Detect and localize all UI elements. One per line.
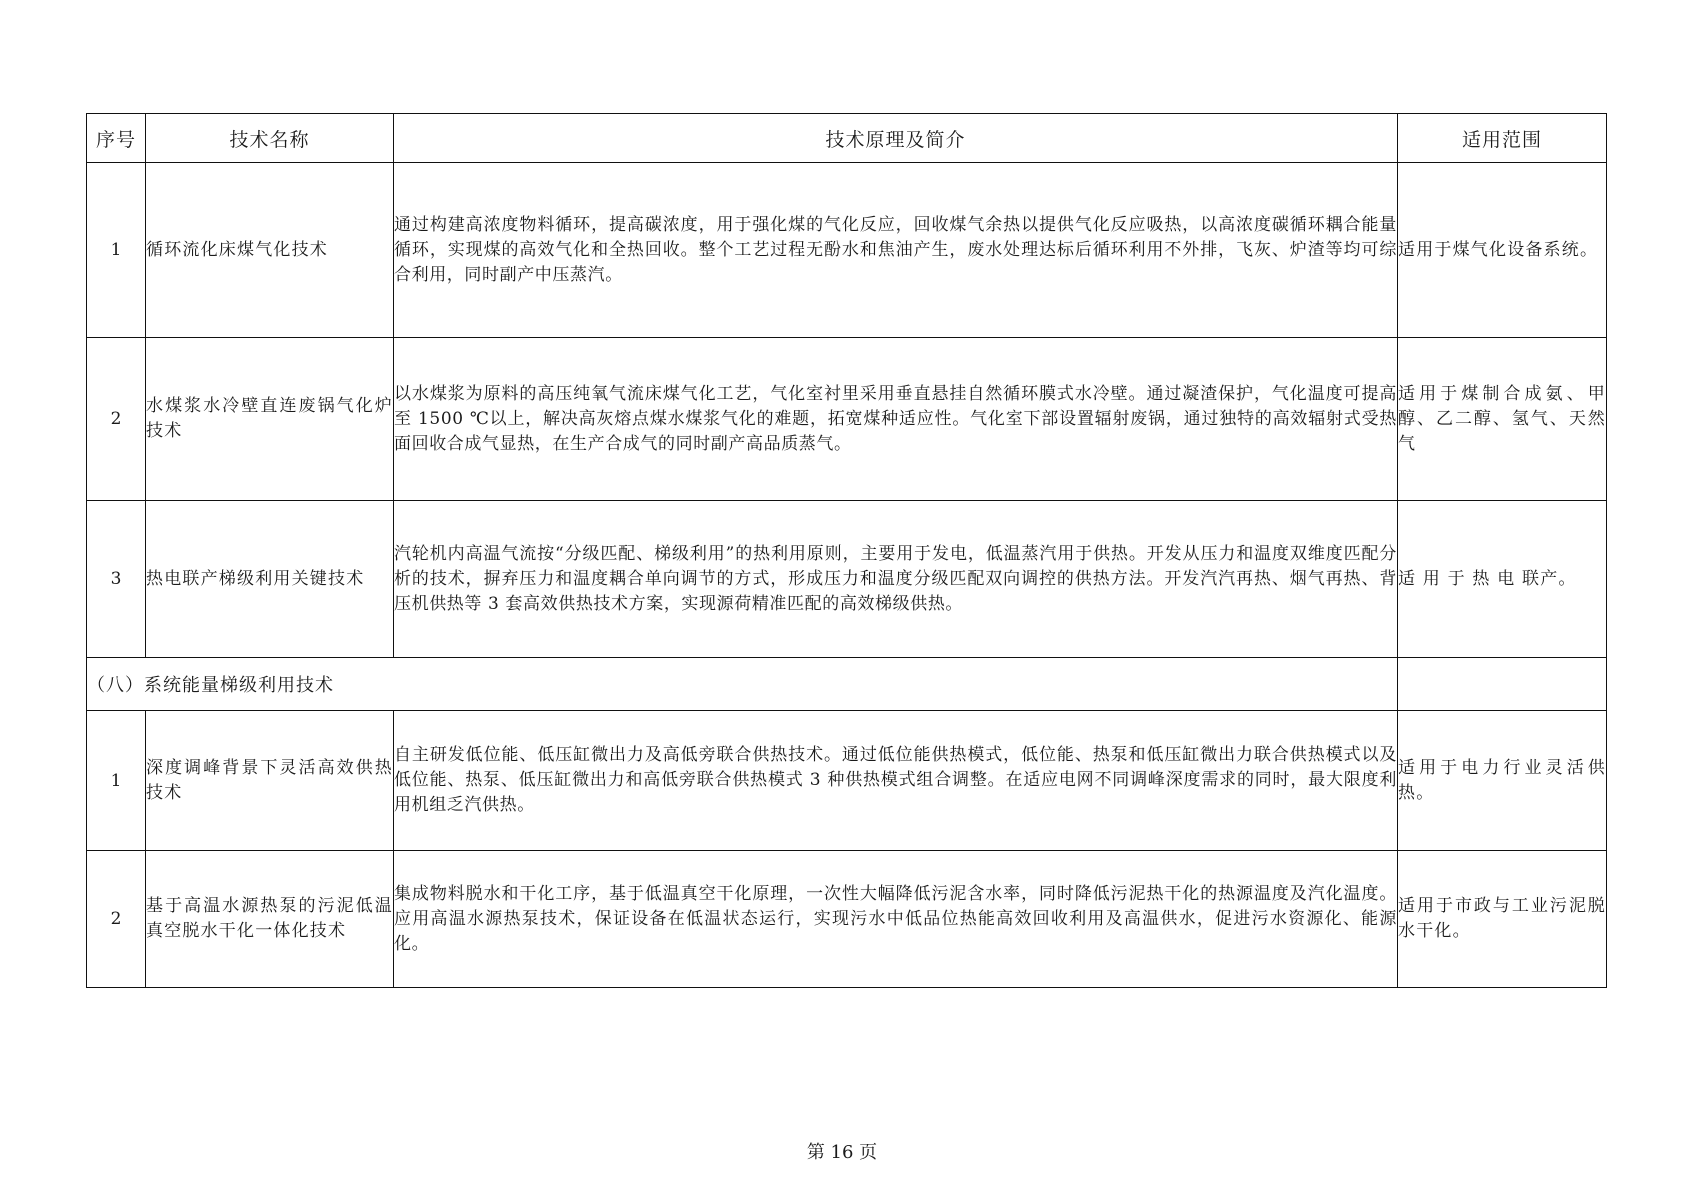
tech-name: 深度调峰背景下灵活高效供热技术 (146, 711, 394, 851)
section-title: （八）系统能量梯级利用技术 (87, 658, 1398, 711)
header-principle: 技术原理及简介 (394, 114, 1398, 163)
header-scope: 适用范围 (1398, 114, 1607, 163)
tech-principle: 以水煤浆为原料的高压纯氧气流床煤气化工艺，气化室衬里采用垂直悬挂自然循环膜式水冷壁。通过凝渣保护，气化温度可提高至 1500 ℃以上，解决高灰熔点煤水煤浆气化的难题，拓宽煤种适应性。气化室下部设置辐射废锅，通过独特的高效辐射式受热面回收合成气显热，在生产合成气的同时副产高品质蒸气。 (394, 338, 1398, 501)
section-blank-cell (1398, 658, 1607, 711)
tech-scope: 适用于煤制合成氨、甲醇、乙二醇、氢气、天然气 (1398, 338, 1607, 501)
table-row (87, 851, 1607, 988)
row-number: 1 (87, 163, 146, 338)
row-number: 2 (87, 851, 146, 988)
page-number: 第 16 页 (806, 1142, 878, 1163)
table-row (87, 163, 1607, 338)
tech-principle: 汽轮机内高温气流按“分级匹配、梯级利用”的热利用原则，主要用于发电，低温蒸汽用于供热。开发从压力和温度双维度匹配分析的技术，摒弃压力和温度耦合单向调节的方式，形成压力和温度分级匹配双向调控的供热方法。开发汽汽再热、烟气再热、背压机供热等 3 套高效供热技术方案，实现源荷精准匹配的高效梯级供热。 (394, 501, 1398, 658)
header-name: 技术名称 (146, 114, 394, 163)
tech-principle: 通过构建高浓度物料循环，提高碳浓度，用于强化煤的气化反应，回收煤气余热以提供气化反应吸热，以高浓度碳循环耦合能量循环，实现煤的高效气化和全热回收。整个工艺过程无酚水和焦油产生，废水处理达标后循环利用不外排，飞灰、炉渣等均可综合利用，同时副产中压蒸汽。 (394, 163, 1398, 338)
tech-name: 基于高温水源热泵的污泥低温真空脱水干化一体化技术 (146, 851, 394, 988)
tech-name: 热电联产梯级利用关键技术 (146, 501, 394, 658)
row-number: 2 (87, 338, 146, 501)
section-row (87, 658, 1607, 711)
table-row (87, 711, 1607, 851)
tech-scope: 适用于市政与工业污泥脱水干化。 (1398, 851, 1607, 988)
row-number: 1 (87, 711, 146, 851)
tech-name: 循环流化床煤气化技术 (146, 163, 394, 338)
header-row (87, 114, 1607, 163)
header-no: 序号 (87, 114, 146, 163)
tech-scope: 适 用 于 热 电 联产。 (1398, 501, 1607, 658)
tech-scope: 适用于电力行业灵活供热。 (1398, 711, 1607, 851)
tech-principle: 自主研发低位能、低压缸微出力及高低旁联合供热技术。通过低位能供热模式，低位能、热泵和低压缸微出力联合供热模式以及低位能、热泵、低压缸微出力和高低旁联合供热模式 3 种供热模式组合调整。在适应电网不同调峰深度需求的同时，最大限度利用机组乏汽供热。 (394, 711, 1398, 851)
tech-principle: 集成物料脱水和干化工序，基于低温真空干化原理，一次性大幅降低污泥含水率，同时降低污泥热干化的热源温度及汽化温度。应用高温水源热泵技术，保证设备在低温状态运行，实现污水中低品位热能高效回收利用及高温供水，促进污水资源化、能源化。 (394, 851, 1398, 988)
technology-table (86, 113, 1607, 988)
tech-scope: 适用于煤气化设备系统。 (1398, 163, 1607, 338)
row-number: 3 (87, 501, 146, 658)
tech-name: 水煤浆水冷壁直连废锅气化炉技术 (146, 338, 394, 501)
table-row (87, 501, 1607, 658)
table-row (87, 338, 1607, 501)
